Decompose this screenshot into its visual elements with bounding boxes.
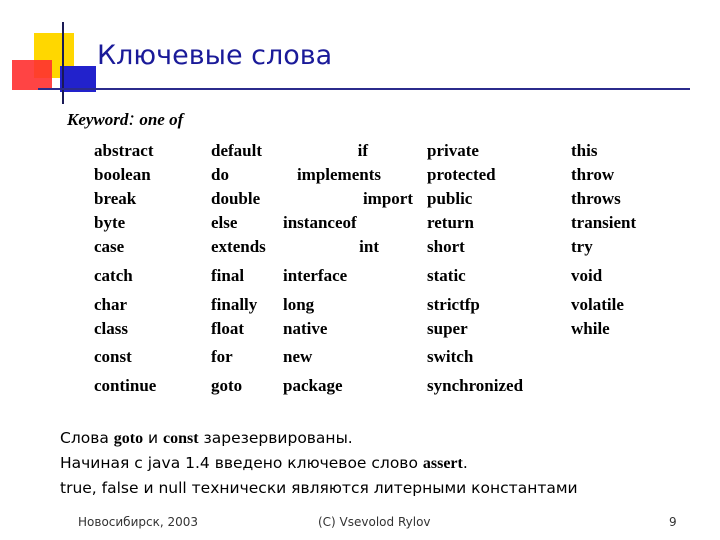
keyword-item: final [211,266,245,285]
keyword-item: interface [283,266,348,285]
keyword-item: private [427,141,479,160]
keyword-item: continue [94,376,157,395]
note-line-3: true, false и null технически являются литерными константами [60,479,578,497]
keyword-item: try [571,237,593,256]
keyword-suffix: one of [139,110,184,129]
keyword-item: class [94,319,128,338]
keyword-item: strictfp [427,295,480,314]
keyword-item: protected [427,165,496,184]
footer-left: Новосибирск, 2003 [78,515,199,529]
keyword-item: throw [571,165,615,184]
keyword-item: long [283,295,315,314]
keyword-item: float [211,319,245,338]
keyword-item: while [571,319,610,338]
keyword-item: synchronized [427,376,524,395]
keyword-item: catch [94,266,133,285]
keyword-item: if [357,141,368,160]
footer-center: (C) Vsevolod Rylov [318,515,431,529]
keyword-colon: : [128,108,136,130]
decorative-logo [0,0,100,110]
keyword-item: import [362,189,413,208]
keyword-item: native [283,319,328,338]
keyword-item: const [94,347,132,366]
note-text: . [462,454,468,472]
keyword-item: super [427,319,468,338]
slide-title: Ключевые слова [97,40,333,71]
keyword-item: for [211,347,233,366]
keyword-item: return [427,213,474,232]
keyword-item: do [211,165,229,184]
keyword-item: default [211,141,262,160]
keyword-item: double [211,189,261,208]
keyword-item: static [427,266,466,285]
keyword-heading [67,108,183,131]
keyword-item: transient [571,213,637,232]
keyword-item: throws [571,189,621,208]
note-keyword-assert: assert [422,455,463,472]
note-text: и [143,429,164,447]
keyword-item: switch [427,347,474,366]
note-keyword-const: const [163,430,199,447]
note-text: Начиная с java 1.4 введено ключевое слово [60,454,423,472]
keyword-item: int [359,237,379,256]
keyword-item: extends [211,237,266,256]
keyword-label: Keyword [67,110,129,129]
keyword-item: instanceof [283,213,357,232]
keyword-item: else [211,213,238,232]
note-text: Слова [60,429,114,447]
notes-block [60,426,578,500]
keyword-item: boolean [94,165,151,184]
keyword-item: new [283,347,313,366]
keyword-item: char [94,295,128,314]
note-line-1 [60,426,578,451]
keyword-item: package [283,376,343,395]
keyword-item: implements [296,165,381,184]
red-square [12,60,52,90]
keyword-item: byte [94,213,126,232]
keyword-item: public [427,189,473,208]
vertical-line [62,22,64,104]
keyword-item: void [571,266,603,285]
keyword-item: finally [211,295,258,314]
keyword-item: case [94,237,125,256]
keyword-item: break [94,189,137,208]
note-keyword-goto: goto [113,430,144,447]
note-line-2 [60,451,578,476]
keyword-item: this [571,141,598,160]
keyword-item: short [427,237,465,256]
title-underline [38,88,690,90]
keyword-item: volatile [571,295,624,314]
keyword-item: abstract [94,141,154,160]
keyword-item: goto [211,376,243,395]
page-number: 9 [669,515,677,529]
note-text: зарезервированы. [198,429,353,447]
